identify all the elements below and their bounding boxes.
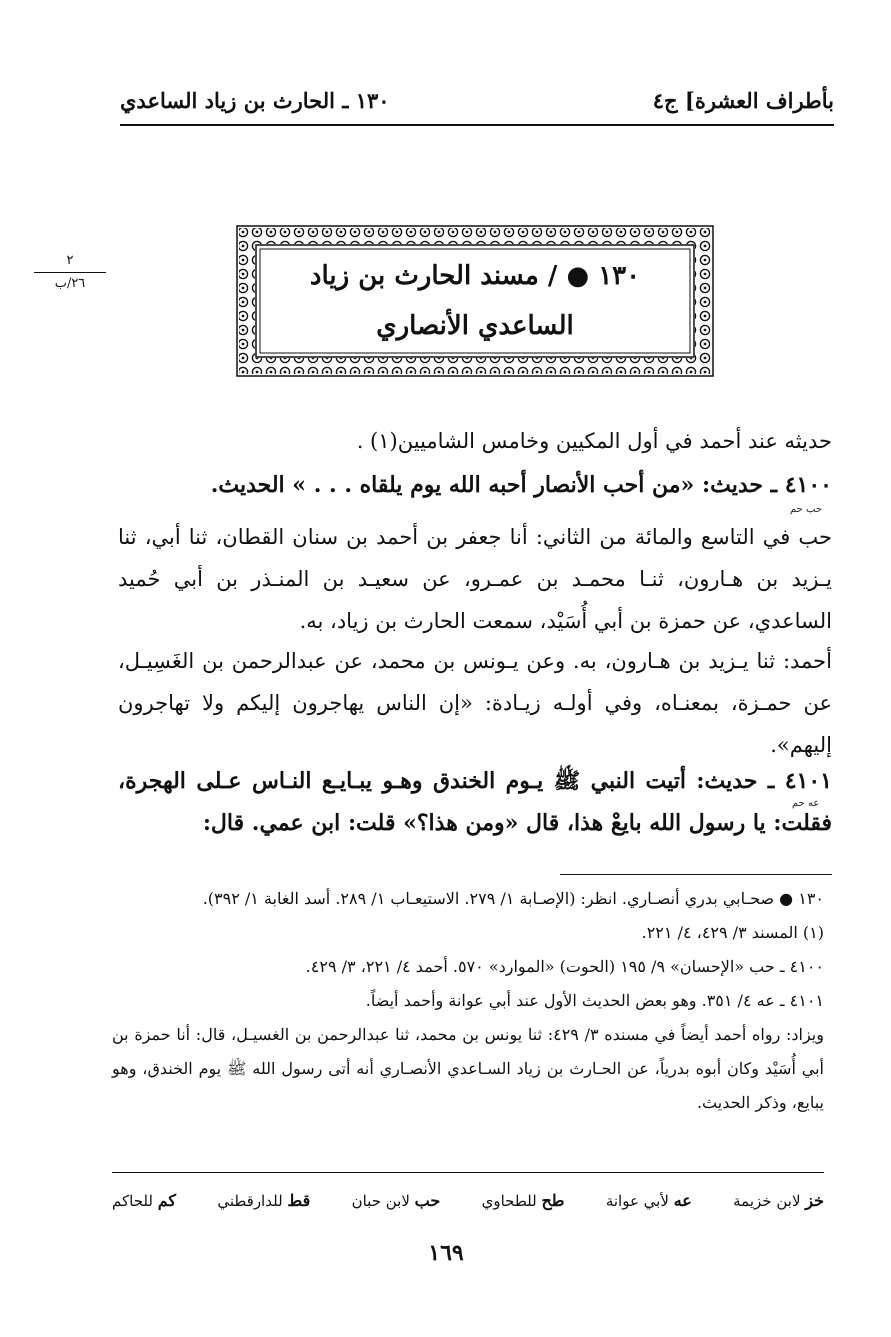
hadith-4100-isnad (118, 516, 832, 642)
hadith-4100-paragraph-2: أحمد: ثنا يـزيد بن هـارون، به. وعن يـونس بن محمد، عن عبدالرحمن بن الغَسِيـل، عن حمـزة، بمعنـاه، وفي أولـه زيـادة: «إن الناس يهاجرون إليكم ولا تهاجرون إليهم». (118, 649, 832, 757)
margin-note-line1: ٢ (34, 252, 106, 273)
abbreviation-name: للطحاوي (481, 1191, 537, 1210)
abbreviation-item (112, 1191, 176, 1210)
hadith-4101 (118, 760, 832, 844)
hadith-4100 (118, 464, 832, 506)
abbreviation-code: كم (157, 1190, 176, 1210)
footnote-entry: ويزاد: رواه أحمد أيضاً في مسنده ٣/ ٤٢٩: ثنا يونس بن محمد، ثنا عبدالرحمن بن الغسيـل، قال: أنا حمزة بن أبي أُسَيْد وكان أبوه بدرياً، عن الحـارث بن زياد السـاعدي الأنصـاري أنه أتى رسول الله ﷺ يوم الخندق، وهو يبايع، وذكر الحديث. (112, 1025, 824, 1112)
chapter-title (260, 249, 690, 353)
header-divider (120, 124, 834, 126)
abbreviation-code: قط (287, 1190, 311, 1210)
abbreviation-code: خز (805, 1190, 824, 1210)
chapter-title-line2: الساعدي الأنصاري (376, 311, 574, 341)
hadith-4100-heading: ٤١٠٠ ـ حديث: «من أحب الأنصار أحبه الله يوم يلقاه . . . » الحديث. (210, 472, 832, 498)
chapter-title-frame (236, 225, 714, 377)
abbreviation-item (733, 1191, 824, 1210)
header-book-title: بأطراف العشرة] ج٤ (652, 87, 834, 113)
hadith-4101-source-marker: عه حم (792, 798, 820, 809)
abbreviation-code: حب (414, 1190, 441, 1210)
abbreviation-code: عه (673, 1190, 692, 1210)
abbreviation-name: لأبي عوانة (605, 1191, 669, 1210)
abbreviation-item (482, 1191, 565, 1210)
abbreviation-divider (112, 1172, 824, 1173)
chapter-title-line1: ١٣٠ ● / مسند الحارث بن زياد (309, 261, 641, 291)
running-header (120, 82, 834, 118)
margin-note-line2: ٢٦/ب (54, 276, 86, 291)
page-number: ١٦٩ (428, 1240, 464, 1266)
hadith-4100-paragraph-1: حب في التاسع والمائة من الثاني: أنا جعفر بن أحمد بن سنان القطان، ثنا أبي، ثنا يـزيد بن هـارون، ثنـا محمـد بن عمـرو، عن سعيـد بن المنـذر بن أبي حُميد الساعدي، عن حمزة بن أبي أُسَيْد، سمعت الحارث بن زياد، به. (118, 525, 832, 633)
abbreviation-name: لابن خزيمة (733, 1191, 801, 1210)
footnote-entry: (١) المسند ٣/ ٤٢٩، ٤/ ٢٢١. (641, 923, 824, 942)
footnote-entry: ٤١٠٠ ـ حب «الإحسان» ٩/ ١٩٥ (الحوت) «الموارد» ٥٧٠. أحمد ٤/ ٢٢١، ٣/ ٤٢٩. (305, 957, 824, 976)
abbreviation-code: طح (541, 1190, 565, 1210)
hadith-4100-source-marker: حب حم (790, 504, 823, 515)
footnote-entry: ٤١٠١ ـ عه ٤/ ٣٥١. وهو بعض الحديث الأول عند أبي عوانة وأحمد أيضاً. (365, 991, 824, 1010)
abbreviation-item (606, 1191, 692, 1210)
abbreviation-item (217, 1191, 310, 1210)
hadith-4100-ahmad (118, 640, 832, 766)
intro-text (118, 420, 832, 462)
intro-paragraph: حديثه عند أحمد في أول المكيين وخامس الشاميين(١) . (356, 429, 832, 453)
margin-note (34, 252, 106, 293)
hadith-4101-heading: ٤١٠١ ـ حديث: أتيت النبي ﷺ يـوم الخندق وهـو يبـايـع النـاس عـلى الهجرة، فقلت: يا رسول الله بايعْ هذا، قال «ومن هذا؟» قلت: ابن عمي. قال: (118, 768, 832, 836)
abbreviation-name: للحاكم (112, 1191, 153, 1210)
footnote-entry: ١٣٠ ● صحـابي بدري أنصـاري. انظر: (الإصـابة ١/ ٢٧٩. الاستيعـاب ١/ ٢٨٩. أسد الغابة ١/ ٣٩٢). (202, 889, 824, 908)
header-section-title: ١٣٠ ـ الحارث بن زياد الساعدي (120, 87, 390, 113)
abbreviation-name: للدارقطني (217, 1191, 283, 1210)
footnote-divider (560, 874, 832, 875)
abbreviation-key (112, 1184, 824, 1216)
footnotes (112, 882, 824, 1120)
abbreviation-item (352, 1191, 441, 1210)
abbreviation-name: لابن حبان (351, 1191, 410, 1210)
